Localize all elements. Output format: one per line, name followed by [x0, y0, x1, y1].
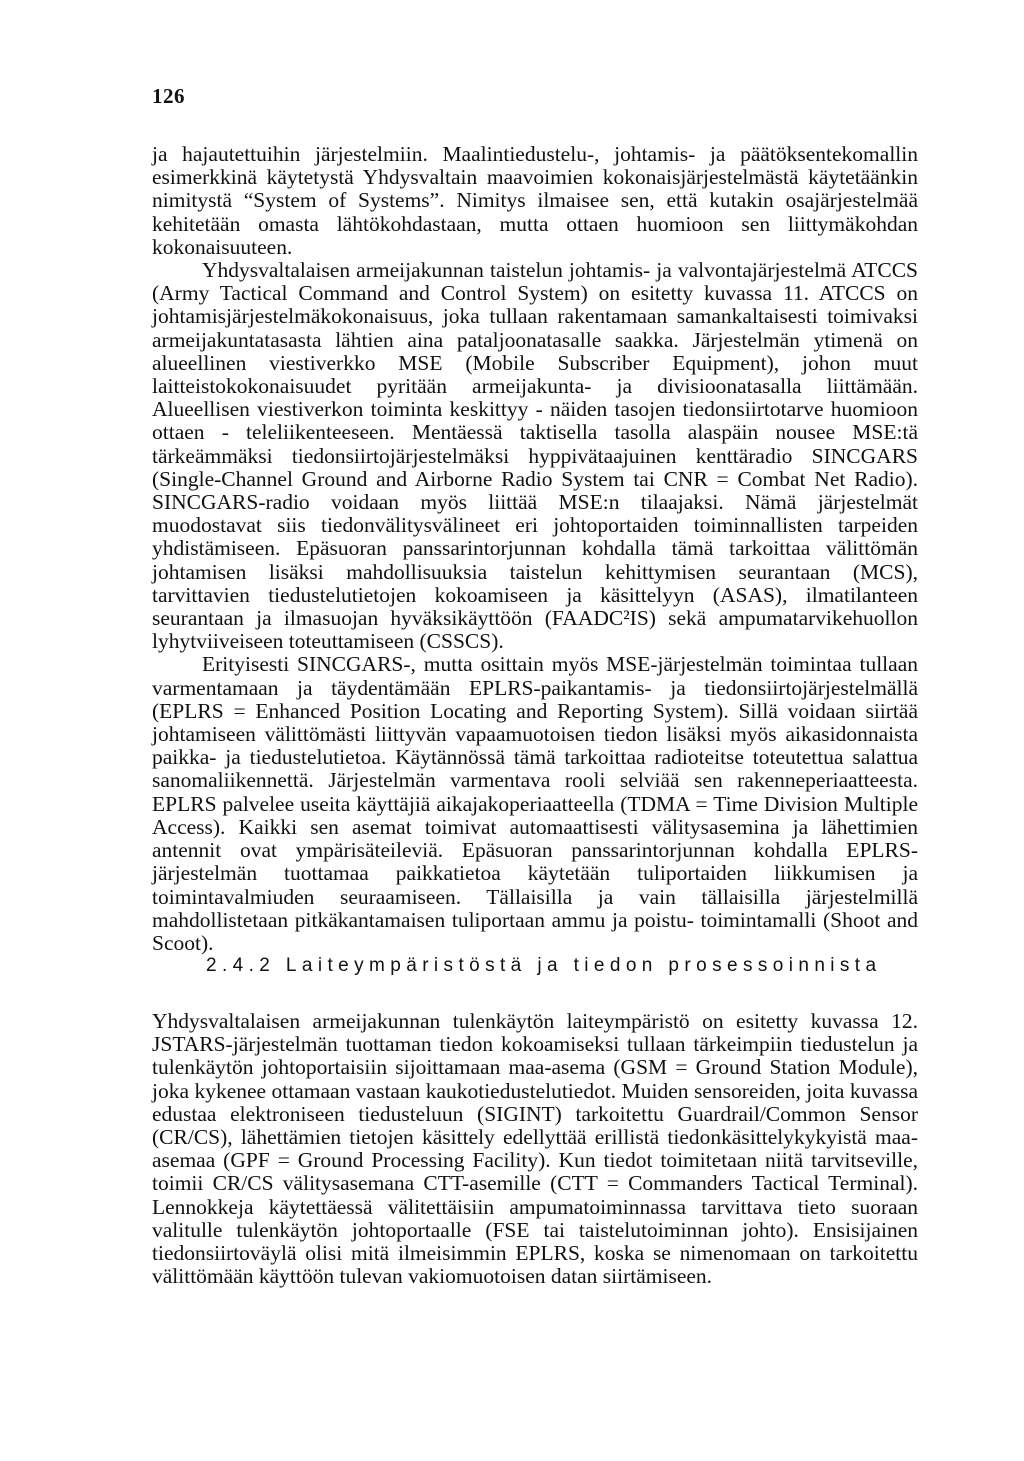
section-heading: 2.4.2 Laiteympäristöstä ja tiedon prosessoinnista	[206, 955, 882, 976]
paragraph-atccs: Yhdysvaltalaisen armeijakunnan taistelun johtamis- ja valvontajärjestelmä ATCCS (Army Tactical Command and Control System) on esitetty kuvassa 11. ATCCS on johtamisjärjestelmäkokonaisuus, joka tullaan rakentamaan samankaltaisesti toimivaksi armeijakuntatasasta lähtien aina pataljoonatasalle saakka. Järjestelmän ytimenä on alueellinen viestiverkko MSE (Mobile Subscriber Equipment), johon muut laitteistokokonaisuudet pyritään armeijakunta- ja divisioonatasalla liittämään. Alueellisen viestiverkon toiminta keskittyy - näiden tasojen tiedonsiirtotarve huomioon ottaen - teleliikenteeseen. Mentäessä taktisella tasolla alaspäin nousee MSE:tä tärkeämmäksi tiedonsiirtojärjestelmäksi hyppivätaajuinen kenttäradio SINCGARS (Single-Channel Ground and Airborne Radio System tai CNR = Combat Net Radio). SINCGARS-radio voidaan myös liittää MSE:n tilaajaksi. Nämä järjestelmät muodostavat siis tiedonvälitysvälineet eri johtoportaiden toiminnallisten tarpeiden yhdistämiseen. Epäsuoran panssarintorjunnan kohdalla tämä tarkoittaa välittömän johtamisen lisäksi mahdollisuuksia taistelun kehittymisen seurantaan (MCS), tarvittavien tiedustelutietojen kokoamiseen ja käsittelyyn (ASAS), ilmatilanteen seurantaan ja ilmasuojan hyväksikäyttöön (FAADC²IS) sekä ampumatarvikehuollon lyhytviiveiseen toteuttamiseen (CSSCS).	[152, 258, 918, 654]
page-number: 126	[152, 84, 185, 108]
section-body-text	[152, 1010, 918, 1288]
paragraph-device-environment: Yhdysvaltalaisen armeijakunnan tulenkäytön laiteympäristö on esitetty kuvassa 12. JSTARS-järjestelmän tuottaman tiedon kokoamiseksi tullaan tärkeimpiin tiedustelun ja tulenkäytön johtoportaisiin sijoittamaan maa-asema (GSM = Ground Station Module), joka kykenee ottamaan vastaan kaukotiedustelutiedot. Muiden sensoreiden, joita kuvassa edustaa elektroniseen tiedusteluun (SIGINT) tarkoitettu Guardrail/Common Sensor (CR/CS), lähettämien tietojen käsittely edellyttää erillistä tiedonkäsittelykykyistä maa-asemaa (GPF = Ground Processing Facility). Kun tiedot toimitetaan niitä tarvitseville, toimii CR/CS välitysasemana CTT-asemille (CTT = Commanders Tactical Terminal). Lennokkeja käytettäessä välitettäisiin ampumatoiminnassa tarvittava tieto suoraan valitulle tulenkäytön johtoportaalle (FSE tai taistelutoiminnan johto). Ensisijainen tiedonsiirtoväylä olisi mitä ilmeisimmin EPLRS, koska se nimenomaan on tarkoitettu välittömään käyttöön tulevan vakiomuotoisen datan siirtämiseen.	[152, 1009, 918, 1289]
paragraph-system-of-systems: ja hajautettuihin järjestelmiin. Maalintiedustelu-, johtamis- ja päätöksentekomallin esimerkkinä käytetystä Yhdysvaltain maavoimien kokonaisjärjestelmästä käytetäänkin nimitystä “System of Systems”. Nimitys ilmaisee sen, että kutakin osajärjestelmää kehitetään omasta lähtökohdastaan, mutta ottaen huomioon sen liittymäkohdan kokonaisuuteen.	[152, 142, 918, 259]
body-text	[152, 143, 918, 955]
paragraph-eplrs: Erityisesti SINCGARS-, mutta osittain myös MSE-järjestelmän toimintaa tullaan varmentamaan ja täydentämään EPLRS-paikantamis- ja tiedonsiirtojärjestelmällä (EPLRS = Enhanced Position Locating and Reporting System). Sillä voidaan siirtää johtamiseen välittömästi liittyvän vapaamuotoisen tiedon lisäksi myös aikasidonnaista paikka- ja tiedustelutietoa. Käytännössä tämä tarkoittaa radioteitse toteutettua salattua sanomaliikennettä. Järjestelmän varmentava rooli selviää sen rakenneperiaatteesta. EPLRS palvelee useita käyttäjiä aikajakoperiaatteella (TDMA = Time Division Multiple Access). Kaikki sen asemat toimivat automaattisesti välitysasemina ja lähettimien antennit ovat ympärisäteileviä. Epäsuoran panssarintorjunnan kohdalla EPLRS-järjestelmän tuottamaa paikkatietoa käytetään tuliportaiden liikkumisen ja toimintavalmiuden seuraamiseen. Tällaisilla ja vain tällaisilla järjestelmillä mahdollistetaan pitkäkantamaisen tuliportaan ammu ja poistu- toimintamalli (Shoot and Scoot).	[152, 652, 918, 955]
